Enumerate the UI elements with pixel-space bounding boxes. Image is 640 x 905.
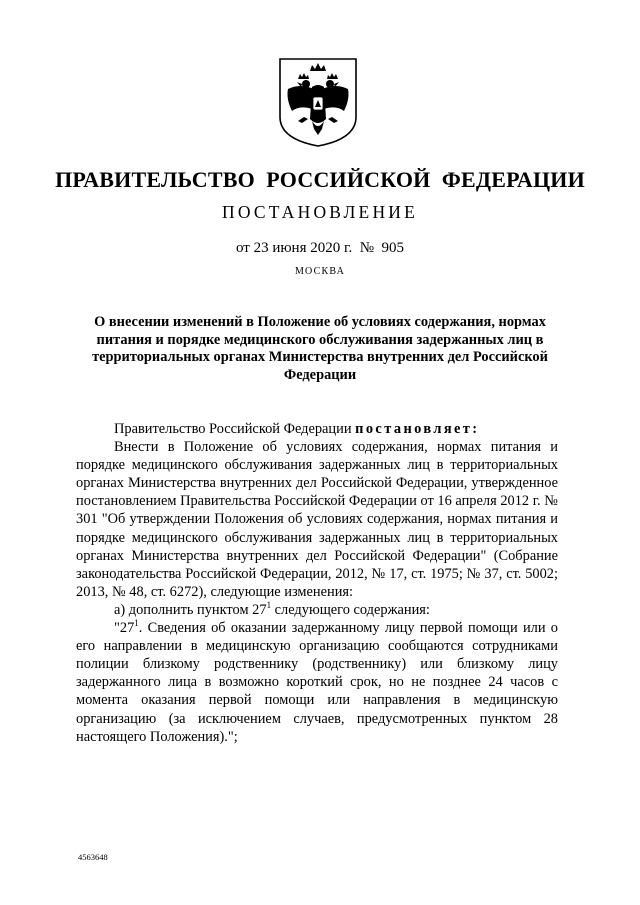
russian-coat-of-arms-icon [274,55,362,149]
document-type: ПОСТАНОВЛЕНИЕ [221,202,419,222]
document-body [76,420,558,746]
quoted-clause [76,619,558,746]
city: МОСКВА [294,266,346,277]
document-title: О внесении изменений в Положение об условиях содержания, нормах питания и порядке медицинского обслуживания задержанных лиц в территориальных органах Министерства внутренних дел Российской Федерации [92,314,548,383]
document-id: 4563648 [78,852,108,862]
government-name: ПРАВИТЕЛЬСТВО РОССИЙСКОЙ ФЕДЕРАЦИИ [55,167,585,192]
enacting-lead: Правительство Российской Федерации [114,421,356,437]
clause-text: . Сведения об оказании задержанному лицу первой помощи или о его направлении в медицинскую организацию сообщаются сотрудниками полиции близкому родственнику (родственнику) или близкому лицу задержанного лица в возможно короткий срок, но не позднее 24 часов с момента оказания первой помощи или направления в медицинскую организацию (за исключением случаев, предусмотренных пунктом 28 настоящего Положения)."; [76,620,558,745]
superscript: 1 [134,618,139,629]
amendment-item-a [76,601,558,619]
coat-of-arms-emblem [274,55,362,149]
body-paragraph: Внести в Положение об условиях содержания, нормах питания и порядке медицинского обслуживания задержанных лиц в территориальных органах Министерства внутренних дел Российской Федерации, утвержденное постановлением Правительства Российской Федерации от 16 апреля 2012 г. № 301 "Об утверждении Положения об условиях содержания, нормах питания и порядке медицинского обслуживания задержанных лиц в территориальных органах Министерства внутренних дел Российской Федерации" (Собрание законодательства Российской Федерации, 2012, № 17, ст. 1975; № 37, ст. 5002; 2013, № 48, ст. 6272), следующие изменения: [76,439,558,600]
superscript: 1 [266,599,272,610]
amendment-text: а) дополнить пунктом 27 [114,601,267,618]
enacting-verb: постановляет: [355,421,480,437]
amendment-text-tail: следующего содержания: [271,601,430,618]
date-and-number: от 23 июня 2020 г. № 905 [235,240,405,256]
clause-number: "27 [114,620,135,637]
enacting-clause [76,420,558,438]
